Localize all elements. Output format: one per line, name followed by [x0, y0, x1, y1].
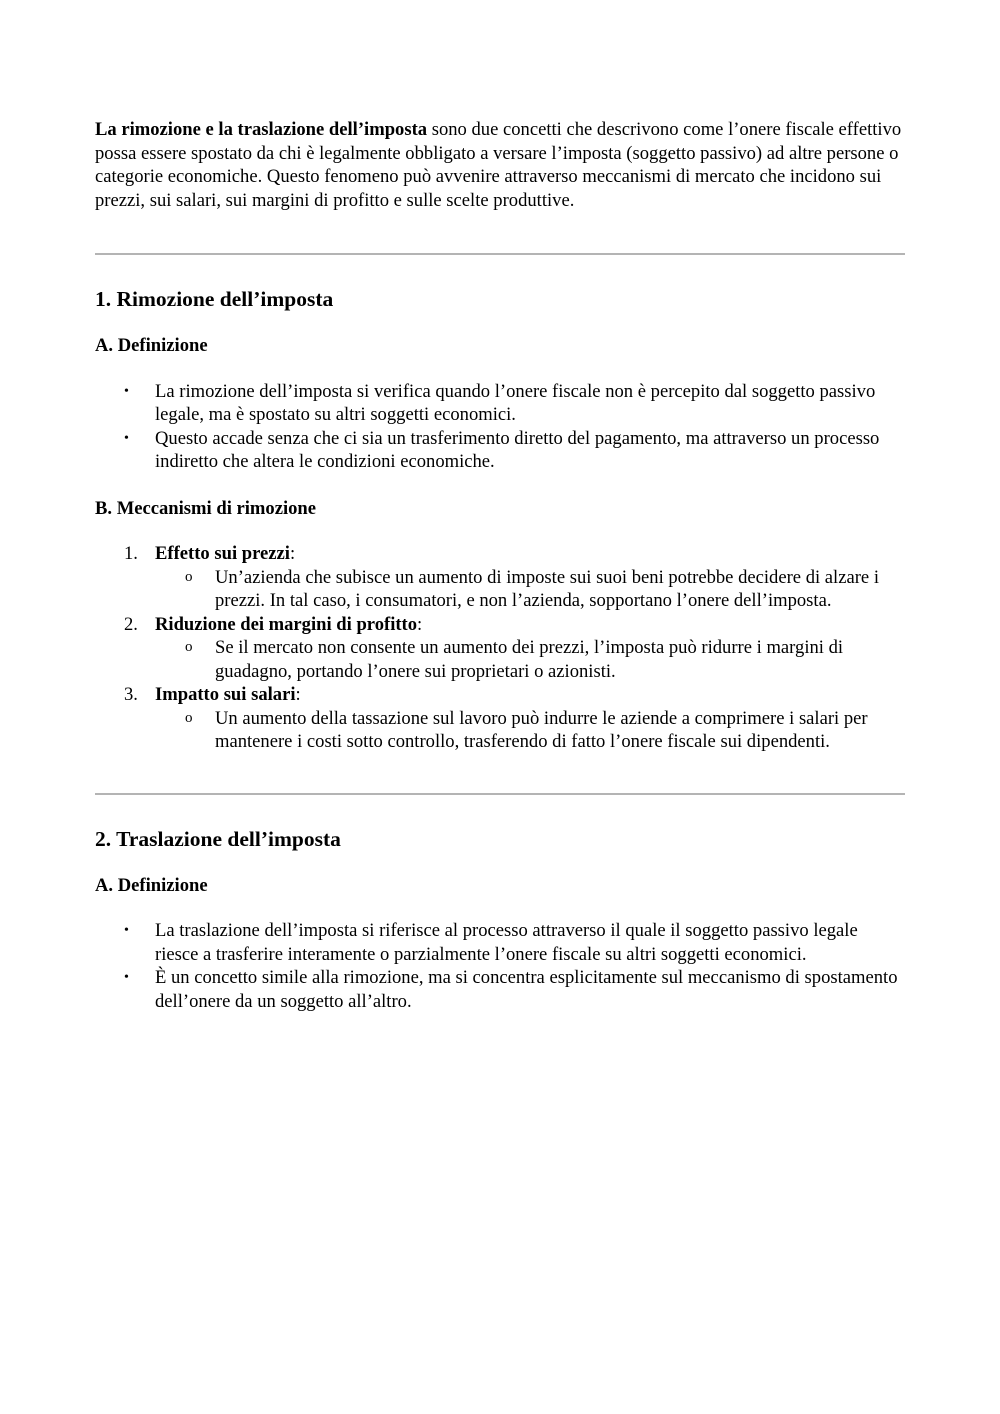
list-item: [95, 919, 905, 966]
divider-1: [95, 253, 905, 255]
mechanism-colon: :: [417, 613, 423, 635]
mechanisms-list: [95, 542, 905, 754]
sub-list-item: [155, 566, 905, 613]
bullet-icon: •: [124, 923, 129, 938]
bullet-icon: •: [124, 970, 129, 985]
sub-list-item: [155, 707, 905, 754]
list-number: 2.: [124, 613, 138, 635]
mechanism-colon: :: [289, 543, 296, 564]
mechanism-item: [95, 683, 905, 754]
circle-bullet-icon: o: [185, 568, 193, 585]
list-item-text: La rimozione dell’imposta si verifica quando l’onere fiscale non è percepito dal soggetto passivo legale, ma è spostato su altri soggetti economici.: [155, 380, 876, 425]
section-2-definition-list: [95, 919, 905, 1013]
sub-list-item-text: Un aumento della tassazione sul lavoro può indurre le aziende a comprimere i salari per mantenere i costi sotto controllo, trasferendo di fatto l’onere fiscale sui dipendenti.: [215, 707, 868, 752]
mechanism-label: Impatto sui salari: [155, 684, 296, 705]
sub-list-item-text: Un’azienda che subisce un aumento di imposte sui suoi beni potrebbe decidere di alzare i prezzi. In tal caso, i consumatori, e non l’azienda, sopportano l’onere dell’imposta.: [215, 566, 879, 611]
section-1-subheading-b: B. Meccanismi di rimozione: [95, 497, 317, 519]
section-1-subheading-a: A. Definizione: [95, 335, 208, 356]
mechanism-label: Riduzione dei margini di profitto: [155, 613, 418, 635]
list-item-text: La traslazione dell’imposta si riferisce al processo attraverso il quale il soggetto passivo legale riesce a trasferire interamente o parzialmente l’onere fiscale su altri soggetti economici.: [155, 920, 858, 965]
mechanism-sublist: [155, 566, 905, 613]
bullet-icon: •: [124, 383, 129, 399]
list-number: 3.: [124, 684, 138, 705]
circle-bullet-icon: o: [185, 709, 193, 726]
document-page: [95, 118, 905, 1013]
section-1-definition-list: [95, 380, 905, 474]
list-item-text: È un concetto simile alla rimozione, ma si concentra esplicitamente sul meccanismo di spostamento dell’onere da un soggetto all’altro.: [155, 967, 898, 1012]
section-1-title: 1. Rimozione dell’imposta: [95, 287, 334, 311]
mechanism-item: [95, 613, 905, 684]
sub-list-item: [155, 636, 905, 683]
intro-bold-phrase: La rimozione e la traslazione dell’imposta: [95, 119, 428, 140]
intro-paragraph: [95, 118, 905, 212]
circle-bullet-icon: o: [185, 639, 193, 655]
mechanism-item: [95, 542, 905, 613]
list-item: [95, 380, 905, 427]
list-number: 1.: [124, 543, 138, 564]
bullet-icon: •: [124, 430, 129, 446]
divider-2: [95, 793, 905, 795]
mechanism-colon: :: [295, 684, 301, 705]
section-2-title: 2. Traslazione dell’imposta: [95, 826, 341, 851]
sub-list-item-text: Se il mercato non consente un aumento dei prezzi, l’imposta può ridurre i margini di guadagno, portando l’onere sui proprietari o azionisti.: [215, 637, 844, 682]
list-item: [95, 966, 905, 1013]
intro-text: sono due concetti che descrivono come l’onere fiscale effettivo possa essere spostato da chi è legalmente obbligato a versare l’imposta (soggetto passivo) ad altre persone o categorie economiche. Questo fenomeno può avvenire attraverso meccanismi di mercato che incidono sui prezzi, sui salari, sui margini di profitto e sulle scelte produttive.: [95, 119, 902, 211]
section-2-subheading-a: A. Definizione: [95, 874, 208, 896]
mechanism-label: Effetto sui prezzi: [155, 543, 290, 564]
mechanism-sublist: [155, 707, 905, 754]
list-item-text: Questo accade senza che ci sia un trasferimento diretto del pagamento, ma attraverso un processo indiretto che altera le condizioni economiche.: [155, 427, 880, 472]
mechanism-sublist: [155, 636, 905, 683]
list-item: [95, 427, 905, 474]
